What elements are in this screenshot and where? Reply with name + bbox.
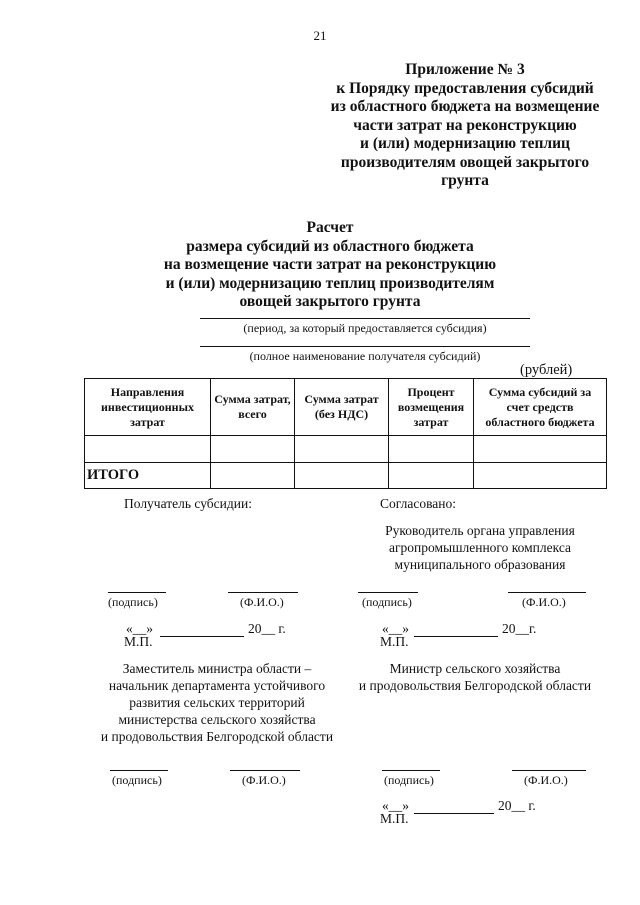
date-day: «__»: [126, 621, 153, 636]
deputy-line: Заместитель министра области –: [122, 661, 312, 676]
name-line[interactable]: [512, 770, 586, 771]
document-title: [130, 219, 530, 312]
column-header: Направления инвестиционных затрат: [85, 379, 211, 436]
appendix-line: и (или) модернизацию теплиц: [360, 135, 570, 152]
signature-label: (подпись): [384, 773, 434, 787]
column-header: Сумма затрат (без НДС): [295, 379, 389, 436]
appendix-line: части затрат на реконструкцию: [353, 116, 577, 134]
appendix-line: к Порядку предоставления субсидий: [336, 79, 594, 97]
page-number: 21: [313, 28, 327, 43]
document-title-line: и (или) модернизацию теплиц производителям: [165, 274, 495, 292]
signature-line[interactable]: [108, 592, 166, 593]
signature-line[interactable]: [382, 770, 440, 771]
stamp-mark: М.П.: [124, 634, 153, 649]
name-line[interactable]: [228, 592, 298, 593]
document-heading: Расчет: [306, 219, 354, 236]
date-year: 20__ г.: [498, 798, 536, 813]
recipient-fill-line[interactable]: [200, 346, 530, 347]
date-day: «__»: [382, 621, 409, 636]
table-cell[interactable]: [389, 436, 474, 463]
minister-line: и продовольствия Белгородской области: [358, 678, 592, 693]
minister-block: [340, 660, 610, 694]
deputy-line: начальник департамента устойчивого: [108, 678, 326, 693]
document-title-line: овощей закрытого грунта: [239, 293, 421, 310]
table-cell[interactable]: [211, 436, 295, 463]
signature-label: (подпись): [112, 773, 162, 787]
appendix-line: производителям овощей закрытого: [340, 153, 590, 171]
table-cell[interactable]: [85, 436, 211, 463]
table-cell[interactable]: [474, 436, 607, 463]
date-month-line[interactable]: [414, 636, 498, 637]
stamp-mark: М.П.: [380, 811, 409, 826]
date-month-line[interactable]: [414, 813, 494, 814]
date-month-line[interactable]: [160, 636, 244, 637]
name-line[interactable]: [230, 770, 300, 771]
signature-label: (подпись): [362, 595, 412, 609]
name-label: (Ф.И.О.): [242, 773, 286, 787]
document-title-line: размера субсидий из областного бюджета: [186, 237, 474, 255]
signature-line[interactable]: [110, 770, 168, 771]
table-cell[interactable]: [295, 463, 389, 489]
minister-line: Министр сельского хозяйства: [389, 661, 561, 676]
table-cell[interactable]: [295, 436, 389, 463]
total-row: [85, 463, 607, 489]
municipal-head-block: [350, 522, 610, 573]
column-header: Процент возмещения затрат: [389, 379, 474, 436]
deputy-line: и продовольствия Белгородской области: [100, 729, 334, 744]
deputy-minister-block: [82, 660, 352, 745]
date-year: 20__ г.: [248, 621, 286, 636]
deputy-line: министерства сельского хозяйства: [118, 712, 316, 727]
period-fill-line[interactable]: [200, 318, 530, 319]
agreed-heading: Согласовано:: [380, 496, 456, 511]
recipient-caption: (полное наименование получателя субсидий): [249, 349, 481, 363]
recipient-heading: Получатель субсидии:: [124, 496, 252, 511]
appendix-line: грунта: [441, 172, 489, 189]
table-cell[interactable]: [389, 463, 474, 489]
appendix-header: [330, 61, 600, 191]
name-label: (Ф.И.О.): [240, 595, 284, 609]
date-day: «__»: [382, 798, 409, 813]
org-line: агропромышленного комплекса: [389, 540, 571, 555]
org-line: Руководитель органа управления: [385, 523, 575, 538]
appendix-title: Приложение № 3: [405, 61, 525, 78]
signature-label: (подпись): [108, 595, 158, 609]
table-row: [85, 436, 607, 463]
table-header-row: [85, 379, 607, 436]
document-title-line: на возмещение части затрат на реконструкцию: [163, 256, 497, 273]
date-year: 20__г.: [502, 621, 537, 636]
name-label: (Ф.И.О.): [522, 595, 566, 609]
name-label: (Ф.И.О.): [524, 773, 568, 787]
unit-label: (рублей): [520, 362, 573, 378]
column-header: Сумма затрат, всего: [211, 379, 295, 436]
appendix-line: из областного бюджета на возмещение: [330, 98, 600, 115]
subsidy-table: [84, 378, 607, 489]
stamp-mark: М.П.: [380, 634, 409, 649]
total-label: ИТОГО: [85, 463, 211, 489]
org-line: муниципального образования: [394, 557, 566, 572]
table-cell[interactable]: [211, 463, 295, 489]
period-caption: (период, за который предоставляется субсидия): [243, 321, 487, 335]
table-cell[interactable]: [474, 463, 607, 489]
deputy-line: развития сельских территорий: [129, 695, 305, 710]
column-header: Сумма субсидий за счет средств областного бюджета: [474, 379, 607, 436]
name-line[interactable]: [508, 592, 586, 593]
signature-line[interactable]: [358, 592, 418, 593]
